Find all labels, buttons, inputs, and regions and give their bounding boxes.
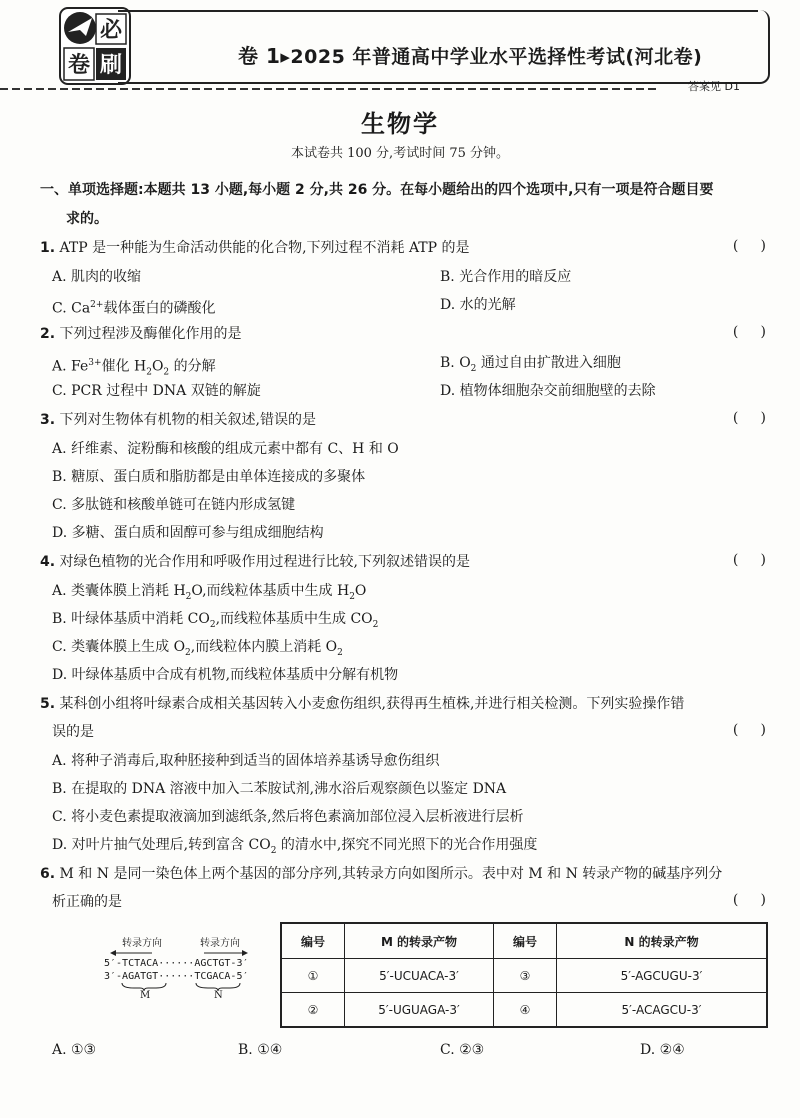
table-cell: 5′-UGUAGA-3′ <box>345 993 494 1028</box>
q5-option-b[interactable]: B. 在提取的 DNA 溶液中加入二苯胺试剂,沸水浴后观察颜色以鉴定 DNA <box>52 781 507 797</box>
logo-char-bi: 必 <box>99 18 123 43</box>
gene-braces <box>104 982 274 992</box>
section-heading-line2: 求的。 <box>66 211 108 227</box>
q4-option-a[interactable] <box>52 581 366 607</box>
subscript: 2 <box>163 367 170 378</box>
table-cell: 5′-ACAGCU-3′ <box>557 993 768 1028</box>
option-text: C. 类囊体膜上生成 O <box>52 639 186 655</box>
exam-header-title <box>238 40 702 69</box>
exam-name: ▸2025 年普通高中学业水平选择性考试(河北卷) <box>280 46 703 68</box>
strand-2 <box>104 971 249 982</box>
q2-option-b[interactable] <box>440 353 621 379</box>
question-4-stem <box>40 552 470 572</box>
q2-option-d[interactable]: D. 植物体细胞杂交前细胞壁的去除 <box>440 383 656 399</box>
page-title: 生物学 <box>361 110 439 138</box>
q3-option-c[interactable]: C. 多肽链和核酸单链可在链内形成氢键 <box>52 497 296 513</box>
question-2-stem <box>40 324 242 344</box>
question-text: 下列过程涉及酶催化作用的是 <box>55 326 242 342</box>
subscript: 2 <box>349 591 355 602</box>
answer-blank[interactable]: ( ) <box>732 892 766 908</box>
q3-option-a[interactable]: A. 纤维素、淀粉酶和核酸的组成元素中都有 C、H 和 O <box>52 441 399 457</box>
strand-segment: 5′-TCTACA <box>104 958 159 969</box>
header-cell: M 的转录产物 <box>345 923 494 959</box>
option-text: C. Ca <box>52 300 91 317</box>
subscript: 2 <box>270 845 277 856</box>
option-text: D. 对叶片抽气处理后,转到富含 CO <box>52 837 271 853</box>
table-cell: ④ <box>494 993 557 1028</box>
subscript: 2 <box>185 591 192 602</box>
answer-blank[interactable]: ( ) <box>732 324 766 340</box>
option-text: 的分解 <box>169 358 216 375</box>
q1-option-d[interactable]: D. 水的光解 <box>440 297 516 313</box>
question-number: 2. <box>40 326 56 342</box>
strand-segment: 3′-AGATGT <box>104 971 159 982</box>
strand-gap: ······ <box>158 958 195 969</box>
option-text: A. Fe <box>52 358 89 375</box>
superscript: 2+ <box>90 300 104 310</box>
table-row <box>281 993 767 1028</box>
option-text: B. O <box>440 355 471 371</box>
q1-option-c[interactable] <box>52 295 215 319</box>
exam-info: 本试卷共 100 分,考试时间 75 分钟。 <box>290 146 510 161</box>
q2-option-c[interactable]: C. PCR 过程中 DNA 双链的解旋 <box>52 383 261 399</box>
question-3-stem <box>40 410 316 430</box>
arrowhead-right-icon <box>242 950 248 956</box>
subscript: 2 <box>146 367 152 378</box>
superscript: 3+ <box>88 358 102 368</box>
q4-option-b[interactable] <box>52 609 378 635</box>
header-cell: 编号 <box>494 923 557 959</box>
question-number: 6. <box>40 866 56 882</box>
q5-option-a[interactable]: A. 将种子消毒后,取种胚接种到适当的固体培养基诱导愈伤组织 <box>52 753 440 769</box>
question-6-stem-line1 <box>40 864 722 884</box>
option-text: 的清水中,探究不同光照下的光合作用强度 <box>276 837 538 853</box>
table-cell: ② <box>281 993 345 1028</box>
table-cell: 5′-AGCUGU-3′ <box>557 959 768 993</box>
q6-option-b[interactable]: B. ①④ <box>238 1042 283 1058</box>
logo-char-shua: 刷 <box>99 53 123 78</box>
gene-n-label: N <box>214 990 223 1001</box>
strand-segment: AGCTGT-3′ <box>194 958 249 969</box>
option-text: 载体蛋白的磷酸化 <box>103 300 216 317</box>
answer-blank[interactable]: ( ) <box>732 552 766 568</box>
option-text: 通过自由扩散进入细胞 <box>476 355 621 371</box>
header-dashed-divider <box>0 88 660 90</box>
q5-option-d[interactable] <box>52 835 537 861</box>
option-text: B. 叶绿体基质中消耗 CO <box>52 611 210 627</box>
subscript: 2 <box>337 647 343 658</box>
gene-m-label: M <box>140 990 151 1001</box>
q6-option-c[interactable]: C. ②③ <box>440 1042 485 1058</box>
arrowhead-left-icon <box>110 950 116 956</box>
question-text: 对绿色植物的光合作用和呼吸作用过程进行比较,下列叙述错误的是 <box>55 554 470 570</box>
option-text: 催化 H <box>101 358 147 375</box>
q4-option-d[interactable]: D. 叶绿体基质中合成有机物,而线粒体基质中分解有机物 <box>52 667 399 683</box>
logo-char-juan: 卷 <box>67 53 91 78</box>
dna-strand-figure <box>104 934 274 1004</box>
question-5-stem-line2: 误的是 <box>52 724 94 740</box>
section-heading-line1: 一、单项选择题:本题共 13 小题,每小题 2 分,共 26 分。在每小题给出的四个选项中,只有一项是符合题目要 <box>40 182 714 198</box>
question-number: 3. <box>40 412 56 428</box>
question-text: ATP 是一种能为生命活动供能的化合物,下列过程不消耗 ATP 的是 <box>55 240 470 256</box>
question-text: M 和 N 是同一染色体上两个基因的部分序列,其转录方向如图所示。表中对 M 和 N 转录产物的碱基序列分 <box>55 866 723 882</box>
q2-option-a[interactable] <box>52 353 216 382</box>
strand-1 <box>104 958 249 969</box>
question-6-stem-line2: 析正确的是 <box>52 894 122 910</box>
header-cell: 编号 <box>281 923 345 959</box>
table-header-row <box>281 923 767 959</box>
transcription-direction-label-n: 转录方向 <box>200 938 240 949</box>
option-text: O,而线粒体基质中生成 H <box>191 583 350 599</box>
option-text: O <box>354 583 367 599</box>
transcription-direction-label-m: 转录方向 <box>122 938 162 949</box>
q1-option-b[interactable]: B. 光合作用的暗反应 <box>440 269 572 285</box>
subscript: 2 <box>185 647 191 658</box>
option-text: O <box>151 358 164 375</box>
option-text: ,而线粒体基质中生成 CO <box>215 611 373 627</box>
strand-gap: ······ <box>158 971 195 982</box>
table-cell: ③ <box>494 959 557 993</box>
question-number: 4. <box>40 554 56 570</box>
table-row <box>281 959 767 993</box>
strand-segment: TCGACA-5′ <box>194 971 249 982</box>
q3-option-b[interactable]: B. 糖原、蛋白质和脂肪都是由单体连接成的多聚体 <box>52 469 366 485</box>
q5-option-c[interactable]: C. 将小麦色素提取液滴加到滤纸条,然后将色素滴加部位浸入层析液进行层析 <box>52 809 524 825</box>
header-cell: N 的转录产物 <box>557 923 768 959</box>
answer-blank[interactable]: ( ) <box>732 722 766 738</box>
question-number: 5. <box>40 696 56 712</box>
option-text: ,而线粒体内膜上消耗 O <box>190 639 338 655</box>
answer-reference: 答案见 D1 <box>688 80 740 93</box>
q4-option-c[interactable] <box>52 637 343 663</box>
answer-blank[interactable]: ( ) <box>732 410 766 426</box>
question-text: 下列对生物体有机物的相关叙述,错误的是 <box>55 412 316 428</box>
question-text: 某科创小组将叶绿素合成相关基因转入小麦愈伤组织,获得再生植株,并进行相关检测。下列实验操作错 <box>55 696 685 712</box>
q6-option-a[interactable]: A. ①③ <box>52 1042 97 1058</box>
q3-option-d[interactable]: D. 多糖、蛋白质和固醇可参与组成细胞结构 <box>52 525 324 541</box>
question-5-stem-line1 <box>40 694 684 714</box>
question-number: 1. <box>40 240 56 256</box>
subscript: 2 <box>470 363 477 374</box>
volume-label: 卷 1 <box>238 44 281 68</box>
q1-option-a[interactable]: A. 肌肉的收缩 <box>52 269 142 285</box>
option-text: A. 类囊体膜上消耗 H <box>52 583 186 599</box>
transcription-product-table <box>280 922 768 1028</box>
table-cell: ① <box>281 959 345 993</box>
question-1-stem <box>40 238 470 258</box>
subscript: 2 <box>209 619 216 630</box>
subscript: 2 <box>372 619 379 630</box>
table-cell: 5′-UCUACA-3′ <box>345 959 494 993</box>
answer-blank[interactable]: ( ) <box>732 238 766 254</box>
q6-option-d[interactable]: D. ②④ <box>640 1042 685 1058</box>
